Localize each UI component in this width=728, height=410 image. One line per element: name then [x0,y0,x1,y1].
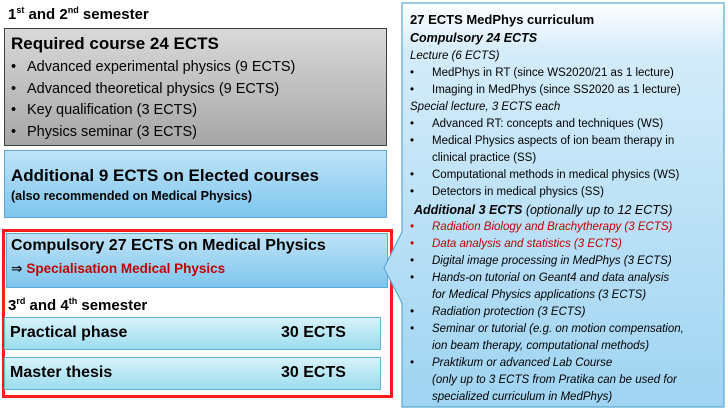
additional-item: • Digital image processing in MedPhys (3 ECTS) [410,255,672,267]
first-semester-heading: 1st and 2nd semester [8,5,149,23]
additional-item: • Seminar or tutorial (e.g. on motion compensation, [410,323,684,335]
practical-phase-label: Practical phase [10,324,128,341]
master-thesis-ects: 30 ECTS [281,364,346,381]
additional-item-cont: specialized curriculum in MedPhys) [432,391,613,403]
additional-item-cont: (only up to 3 ECTS from Pratika can be used for [432,374,677,386]
curriculum-title: 27 ECTS MedPhys curriculum [410,12,595,27]
special-lecture-item: • Computational methods in medical physics (WS) [410,169,679,181]
additional-item-red: • Data analysis and statistics (3 ECTS) [410,238,622,250]
elected-courses-title: Additional 9 ECTS on Elected courses [11,166,319,185]
lecture-heading: Lecture (6 ECTS) [410,50,500,62]
additional-item: • Praktikum or advanced Lab Course [410,357,612,369]
required-item: • Physics seminar (3 ECTS) [11,122,295,144]
third-semester-heading: 3rd and 4th semester [8,296,148,314]
special-lecture-item: • Advanced RT: concepts and techniques (WS) [410,118,663,130]
additional-ects-heading: Additional 3 ECTS (optionally up to 12 ECTS) [414,203,673,217]
required-item: • Advanced experimental physics (9 ECTS) [11,57,295,79]
compulsory-medphys-title: Compulsory 27 ECTS on Medical Physics [11,237,326,254]
elected-courses-subtitle: (also recommended on Medical Physics) [11,189,253,203]
arrow-right-icon: ⇒ [11,261,23,276]
additional-item: • Hands-on tutorial on Geant4 and data analysis [410,272,669,284]
compulsory-heading: Compulsory 24 ECTS [410,31,538,45]
special-lecture-item-cont: clinical practice (SS) [432,152,537,164]
additional-item-cont: ion beam therapy, computational methods) [432,340,650,352]
required-course-title: Required course 24 ECTS [11,34,219,53]
additional-item: • Radiation protection (3 ECTS) [410,306,585,318]
special-lecture-item: • Medical Physics aspects of ion beam therapy in [410,135,674,147]
lecture-item: • MedPhys in RT (since WS2020/21 as 1 lecture) [410,67,674,79]
required-item: • Advanced theoretical physics (9 ECTS) [11,79,295,101]
special-lecture-item: • Detectors in medical physics (SS) [410,186,604,198]
specialisation-label: ⇒ Specialisation Medical Physics [11,261,226,276]
additional-item-cont: for Medical Physics applications (3 ECTS) [432,289,647,301]
practical-phase-ects: 30 ECTS [281,324,346,341]
required-item: • Key qualification (3 ECTS) [11,100,295,122]
special-lecture-heading: Special lecture, 3 ECTS each [410,101,561,113]
master-thesis-label: Master thesis [10,364,113,381]
additional-item-red: • Radiation Biology and Brachytherapy (3 ECTS) [410,221,672,233]
lecture-item: • Imaging in MedPhys (since SS2020 as 1 lecture) [410,84,681,96]
